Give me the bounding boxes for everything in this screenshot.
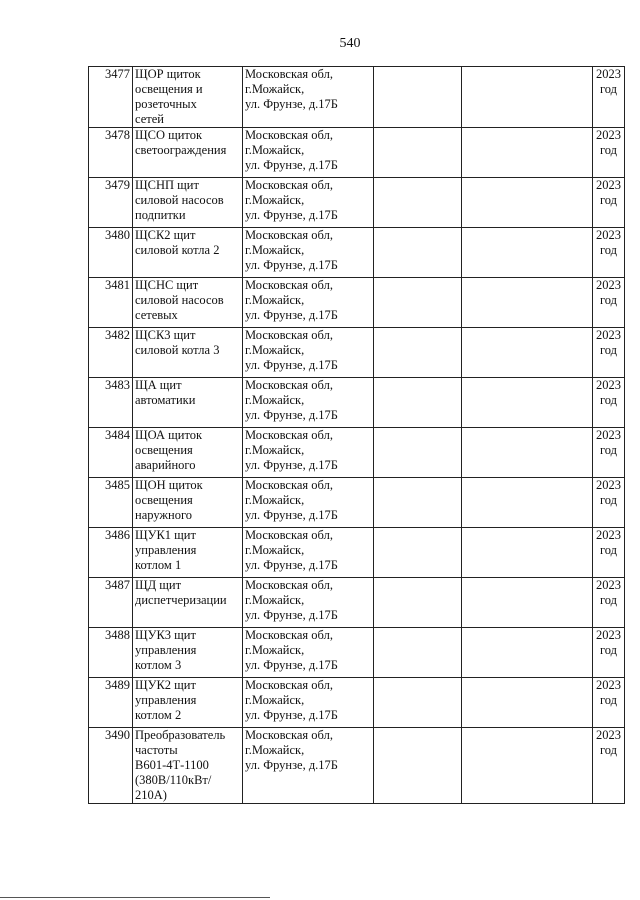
year-cell — [593, 278, 625, 328]
address-cell — [243, 478, 374, 528]
equipment-name-cell — [133, 67, 243, 128]
equipment-name: ЩСО щиток светоограждения — [135, 128, 227, 157]
row-number-cell — [89, 178, 133, 228]
year-cell — [593, 228, 625, 278]
empty-cell — [462, 228, 593, 278]
table-row — [89, 328, 625, 378]
row-number-cell — [89, 478, 133, 528]
equipment-name: ЩСК3 щит силовой котла 3 — [135, 328, 220, 357]
table-row — [89, 128, 625, 178]
address-cell — [243, 128, 374, 178]
row-number: 3485 — [105, 478, 130, 492]
year-cell — [593, 578, 625, 628]
address-cell — [243, 728, 374, 804]
row-number-cell — [89, 428, 133, 478]
equipment-name: ЩУК2 щит управления котлом 2 — [135, 678, 197, 722]
row-number-cell — [89, 328, 133, 378]
year-cell — [593, 678, 625, 728]
address-cell — [243, 578, 374, 628]
equipment-name-cell — [133, 728, 243, 804]
row-number: 3487 — [105, 578, 130, 592]
empty-cell — [374, 328, 462, 378]
year-cell — [593, 378, 625, 428]
address-cell — [243, 278, 374, 328]
row-number-cell — [89, 128, 133, 178]
equipment-name: ЩУК3 щит управления котлом 3 — [135, 628, 197, 672]
address: Московская обл, г.Можайск, ул. Фрунзе, д.17Б — [245, 678, 338, 722]
table-row — [89, 67, 625, 128]
empty-cell — [462, 678, 593, 728]
equipment-name: ЩОА щиток освещения аварийного — [135, 428, 203, 472]
empty-cell — [462, 478, 593, 528]
row-number-cell — [89, 728, 133, 804]
year-cell — [593, 728, 625, 804]
year: 2023 год — [596, 428, 621, 457]
equipment-name: ЩСК2 щит силовой котла 2 — [135, 228, 220, 257]
empty-cell — [462, 178, 593, 228]
empty-cell — [462, 278, 593, 328]
year-cell — [593, 128, 625, 178]
equipment-name-cell — [133, 428, 243, 478]
address: Московская обл, г.Можайск, ул. Фрунзе, д.17Б — [245, 578, 338, 622]
year: 2023 год — [596, 328, 621, 357]
equipment-name: ЩУК1 щит управления котлом 1 — [135, 528, 197, 572]
address: Московская обл, г.Можайск, ул. Фрунзе, д.17Б — [245, 128, 338, 172]
address-cell — [243, 378, 374, 428]
equipment-name-cell — [133, 628, 243, 678]
row-number: 3479 — [105, 178, 130, 192]
table-row — [89, 228, 625, 278]
table-row — [89, 378, 625, 428]
address: Московская обл, г.Можайск, ул. Фрунзе, д.17Б — [245, 278, 338, 322]
year: 2023 год — [596, 67, 621, 96]
equipment-name: ЩА щит автоматики — [135, 378, 196, 407]
row-number-cell — [89, 628, 133, 678]
row-number: 3481 — [105, 278, 130, 292]
empty-cell — [374, 67, 462, 128]
year: 2023 год — [596, 228, 621, 257]
address: Московская обл, г.Можайск, ул. Фрунзе, д.17Б — [245, 478, 338, 522]
row-number-cell — [89, 578, 133, 628]
address-cell — [243, 328, 374, 378]
address: Московская обл, г.Можайск, ул. Фрунзе, д.17Б — [245, 728, 338, 772]
equipment-name-cell — [133, 178, 243, 228]
table-row — [89, 478, 625, 528]
row-number: 3488 — [105, 628, 130, 642]
equipment-name-cell — [133, 478, 243, 528]
year-cell — [593, 428, 625, 478]
year-cell — [593, 628, 625, 678]
empty-cell — [462, 528, 593, 578]
equipment-name: ЩОН щиток освещения наружного — [135, 478, 203, 522]
year-cell — [593, 178, 625, 228]
address-cell — [243, 228, 374, 278]
empty-cell — [462, 128, 593, 178]
row-number: 3483 — [105, 378, 130, 392]
registry-table — [88, 66, 625, 804]
table-row — [89, 628, 625, 678]
equipment-name-cell — [133, 378, 243, 428]
year: 2023 год — [596, 178, 621, 207]
empty-cell — [374, 728, 462, 804]
empty-cell — [374, 678, 462, 728]
equipment-name: ЩСНП щит силовой насосов подпитки — [135, 178, 224, 222]
table-row — [89, 678, 625, 728]
page-number: 540 — [339, 36, 361, 51]
row-number-cell — [89, 228, 133, 278]
address-cell — [243, 528, 374, 578]
year-cell — [593, 478, 625, 528]
equipment-name-cell — [133, 528, 243, 578]
row-number: 3477 — [105, 67, 130, 81]
row-number-cell — [89, 678, 133, 728]
year: 2023 год — [596, 578, 621, 607]
equipment-name: ЩД щит диспетчеризации — [135, 578, 227, 607]
empty-cell — [374, 528, 462, 578]
row-number-cell — [89, 378, 133, 428]
equipment-name-cell — [133, 678, 243, 728]
empty-cell — [462, 728, 593, 804]
year-cell — [593, 528, 625, 578]
address: Московская обл, г.Можайск, ул. Фрунзе, д.17Б — [245, 228, 338, 272]
empty-cell — [462, 428, 593, 478]
empty-cell — [462, 628, 593, 678]
table-row — [89, 428, 625, 478]
empty-cell — [462, 67, 593, 128]
table-row — [89, 528, 625, 578]
equipment-name: Преобразователь частоты В601-4Т-1100 (380В/110кВт/ 210А) — [135, 728, 226, 802]
year: 2023 год — [596, 378, 621, 407]
row-number: 3482 — [105, 328, 130, 342]
row-number-cell — [89, 528, 133, 578]
address-cell — [243, 178, 374, 228]
empty-cell — [374, 278, 462, 328]
table-row — [89, 578, 625, 628]
empty-cell — [374, 228, 462, 278]
year: 2023 год — [596, 278, 621, 307]
address: Московская обл, г.Можайск, ул. Фрунзе, д.17Б — [245, 67, 338, 111]
table-row — [89, 178, 625, 228]
row-number-cell — [89, 67, 133, 128]
equipment-name-cell — [133, 328, 243, 378]
empty-cell — [374, 128, 462, 178]
equipment-name: ЩОР щиток освещения и розеточных сетей — [135, 67, 203, 126]
equipment-name: ЩСНС щит силовой насосов сетевых — [135, 278, 224, 322]
empty-cell — [374, 478, 462, 528]
year: 2023 год — [596, 678, 621, 707]
empty-cell — [374, 428, 462, 478]
address: Московская обл, г.Можайск, ул. Фрунзе, д.17Б — [245, 628, 338, 672]
footer-divider — [0, 897, 270, 898]
year: 2023 год — [596, 728, 621, 757]
address: Московская обл, г.Можайск, ул. Фрунзе, д.17Б — [245, 378, 338, 422]
row-number: 3490 — [105, 728, 130, 742]
empty-cell — [462, 578, 593, 628]
row-number: 3478 — [105, 128, 130, 142]
empty-cell — [374, 578, 462, 628]
year-cell — [593, 328, 625, 378]
address: Московская обл, г.Можайск, ул. Фрунзе, д.17Б — [245, 528, 338, 572]
row-number: 3480 — [105, 228, 130, 242]
empty-cell — [374, 628, 462, 678]
year: 2023 год — [596, 528, 621, 557]
table-row — [89, 728, 625, 804]
empty-cell — [374, 378, 462, 428]
empty-cell — [462, 378, 593, 428]
year: 2023 год — [596, 478, 621, 507]
year: 2023 год — [596, 128, 621, 157]
address-cell — [243, 628, 374, 678]
year: 2023 год — [596, 628, 621, 657]
address-cell — [243, 428, 374, 478]
address: Московская обл, г.Можайск, ул. Фрунзе, д.17Б — [245, 428, 338, 472]
address: Московская обл, г.Можайск, ул. Фрунзе, д.17Б — [245, 328, 338, 372]
equipment-name-cell — [133, 278, 243, 328]
equipment-name-cell — [133, 228, 243, 278]
row-number: 3489 — [105, 678, 130, 692]
empty-cell — [374, 178, 462, 228]
row-number-cell — [89, 278, 133, 328]
equipment-name-cell — [133, 578, 243, 628]
table-row — [89, 278, 625, 328]
year-cell — [593, 67, 625, 128]
empty-cell — [462, 328, 593, 378]
address: Московская обл, г.Можайск, ул. Фрунзе, д.17Б — [245, 178, 338, 222]
row-number: 3486 — [105, 528, 130, 542]
registry-table-body — [89, 67, 625, 804]
address-cell — [243, 67, 374, 128]
address-cell — [243, 678, 374, 728]
equipment-name-cell — [133, 128, 243, 178]
row-number: 3484 — [105, 428, 130, 442]
